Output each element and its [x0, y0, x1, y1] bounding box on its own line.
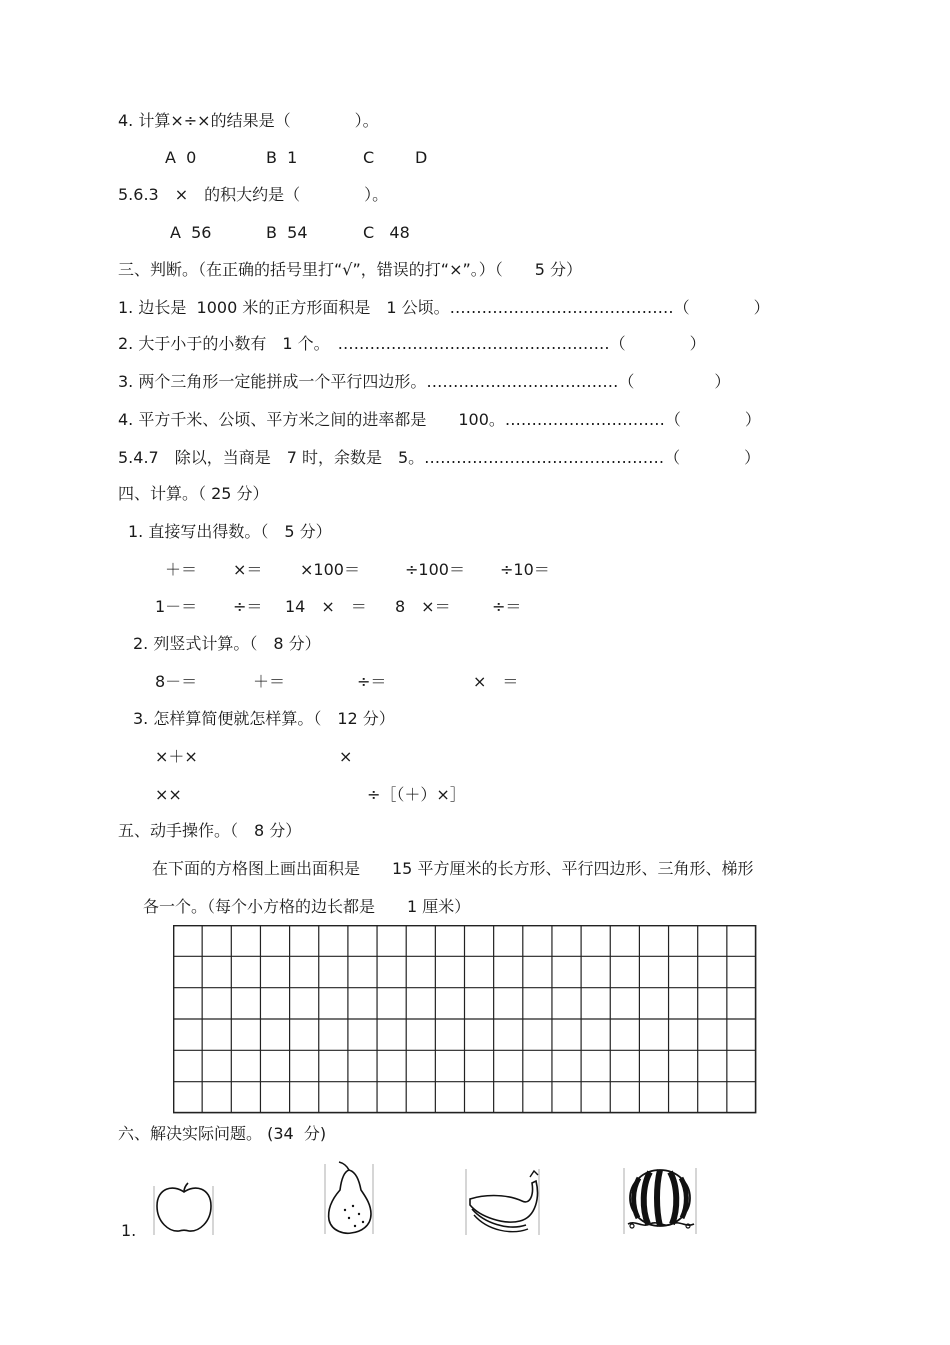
calc-2-2: ÷＝	[233, 597, 263, 616]
section-3-heading: 三、判断。（在正确的括号里打“√”，错误的打“×”。）（ 5 分）	[118, 260, 583, 279]
calc-2-3: 14 × ＝	[285, 597, 367, 616]
calc-1-3: ×100＝	[300, 560, 360, 579]
simplify-calc-1: ×＋×	[155, 747, 198, 766]
judgement-item-5: 5.4.7 除以，当商是 7 时，余数是 5。………………………………………（ ）	[118, 448, 761, 467]
q5-option-c: C 48	[363, 223, 410, 242]
q4-option-d: D	[415, 148, 428, 167]
q4-option-a: A 0	[165, 148, 197, 167]
section-6-heading: 六、解决实际问题。 (34 分)	[118, 1124, 327, 1143]
banana-icon	[464, 1165, 542, 1237]
simplify-calc-2: ×	[339, 747, 353, 766]
judgement-item-1: 1. 边长是 1000 米的正方形面积是 1 公顷。……………………………………（ ）	[118, 298, 770, 317]
calc-1-2: ×＝	[233, 560, 263, 579]
calc-2-5: ÷＝	[492, 597, 522, 616]
q4-option-b: B 1	[266, 148, 298, 167]
q5-option-b: B 54	[266, 223, 308, 242]
calc-2-4: 8 ×＝	[395, 597, 451, 616]
vertical-calc-1: 8－＝	[155, 672, 198, 691]
vertical-calc-2: ＋＝	[253, 672, 286, 691]
simplify-calc-3: ××	[155, 785, 182, 804]
calc-2-1: 1－＝	[155, 597, 198, 616]
judgement-item-4: 4. 平方千米、公顷、平方米之间的进率都是 100。…………………………（ ）	[118, 410, 761, 429]
calc-1-1: ＋＝	[165, 560, 198, 579]
calc-sub1-title: 1. 直接写出得数。（ 5 分）	[128, 522, 332, 541]
square-grid	[173, 925, 757, 1115]
judgement-item-3: 3. 两个三角形一定能拼成一个平行四边形。………………………………（ ）	[118, 372, 731, 391]
question-5-stem: 5.6.3 × 的积大约是（ ）。	[118, 185, 389, 204]
problem-1-number: 1.	[121, 1221, 137, 1240]
calc-sub2-title: 2. 列竖式计算。（ 8 分）	[133, 634, 321, 653]
section-5-instruction-line-1: 在下面的方格图上画出面积是 15 平方厘米的长方形、平行四边形、三角形、梯形	[152, 859, 754, 878]
watermelon-icon	[622, 1166, 698, 1236]
apple-icon	[153, 1180, 215, 1236]
question-4-stem: 4. 计算×÷×的结果是（ ）。	[118, 111, 379, 130]
calc-1-5: ÷10＝	[500, 560, 550, 579]
pear-icon	[323, 1160, 375, 1236]
calc-1-4: ÷100＝	[405, 560, 465, 579]
q5-option-a: A 56	[170, 223, 212, 242]
vertical-calc-3: ÷＝	[357, 672, 387, 691]
calc-sub3-title: 3. 怎样算简便就怎样算。（ 12 分）	[133, 709, 395, 728]
vertical-calc-4: × ＝	[473, 672, 519, 691]
section-4-heading: 四、计算。（ 25 分）	[118, 484, 269, 503]
judgement-item-2: 2. 大于小于的小数有 1 个。 ……………………………………………（ ）	[118, 334, 706, 353]
simplify-calc-4: ÷［（＋）×］	[367, 785, 466, 804]
section-5-instruction-line-2: 各一个。（每个小方格的边长都是 1 厘米）	[143, 897, 471, 916]
section-5-heading: 五、动手操作。（ 8 分）	[118, 821, 302, 840]
q4-option-c: C	[363, 148, 375, 167]
